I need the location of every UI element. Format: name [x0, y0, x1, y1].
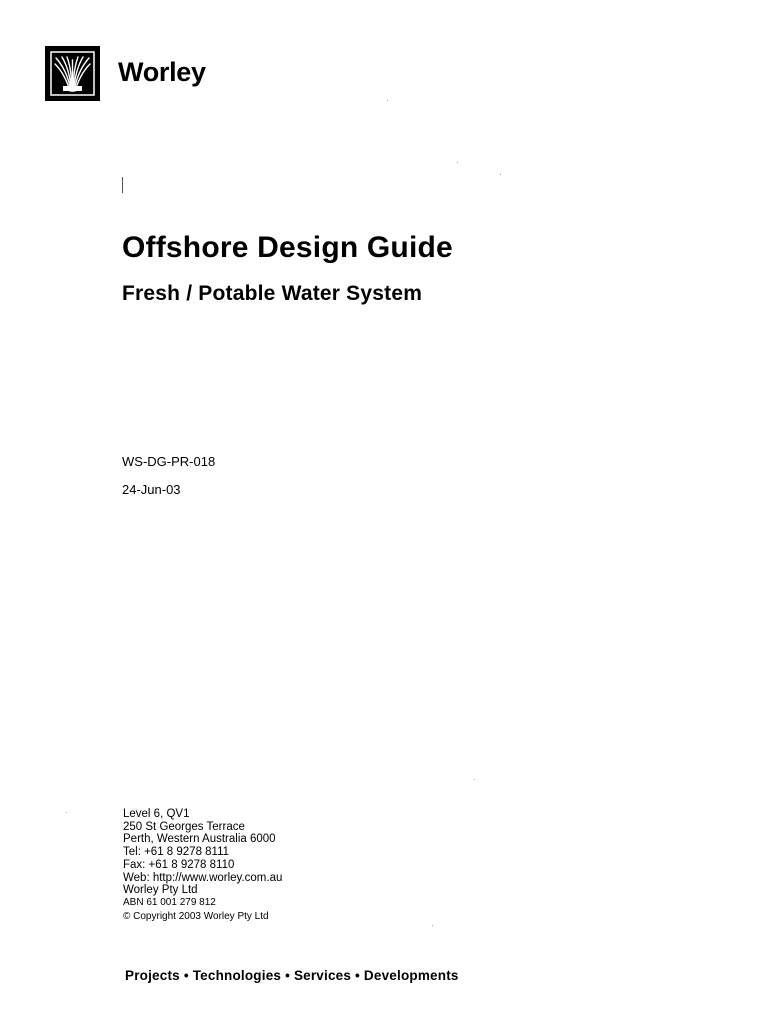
address-line: Perth, Western Australia 6000	[123, 833, 276, 846]
document-subtitle: Fresh / Potable Water System	[122, 282, 423, 305]
copyright-notice: © Copyright 2003 Worley Pty Ltd	[123, 911, 269, 922]
worley-logo-icon	[45, 46, 100, 101]
scan-speck	[457, 162, 458, 163]
address-line: 250 St Georges Terrace	[123, 820, 245, 833]
address-line: Level 6, QV1	[123, 808, 190, 820]
company-legal-name: Worley Pty Ltd	[123, 884, 198, 897]
document-number: WS-DG-PR-018	[122, 454, 216, 469]
document-title: Offshore Design Guide	[122, 231, 453, 264]
scan-speck	[474, 779, 475, 780]
scan-speck	[387, 100, 388, 101]
address-block	[123, 808, 282, 909]
web-line: Web: http://www.worley.com.au	[123, 871, 283, 884]
fax-line: Fax: +61 8 9278 8110	[123, 858, 235, 871]
scan-speck	[500, 174, 501, 175]
abn-line: ABN 61 001 279 812	[123, 896, 216, 908]
footer-tagline: Projects • Technologies • Services • Developments	[125, 968, 459, 983]
scan-speck	[432, 925, 433, 926]
document-date: 24-Jun-03	[122, 482, 181, 497]
telephone-line: Tel: +61 8 9278 8111	[123, 846, 230, 859]
company-name: Worley	[118, 57, 206, 87]
text-cursor-mark	[122, 177, 123, 193]
scan-speck	[66, 812, 67, 813]
